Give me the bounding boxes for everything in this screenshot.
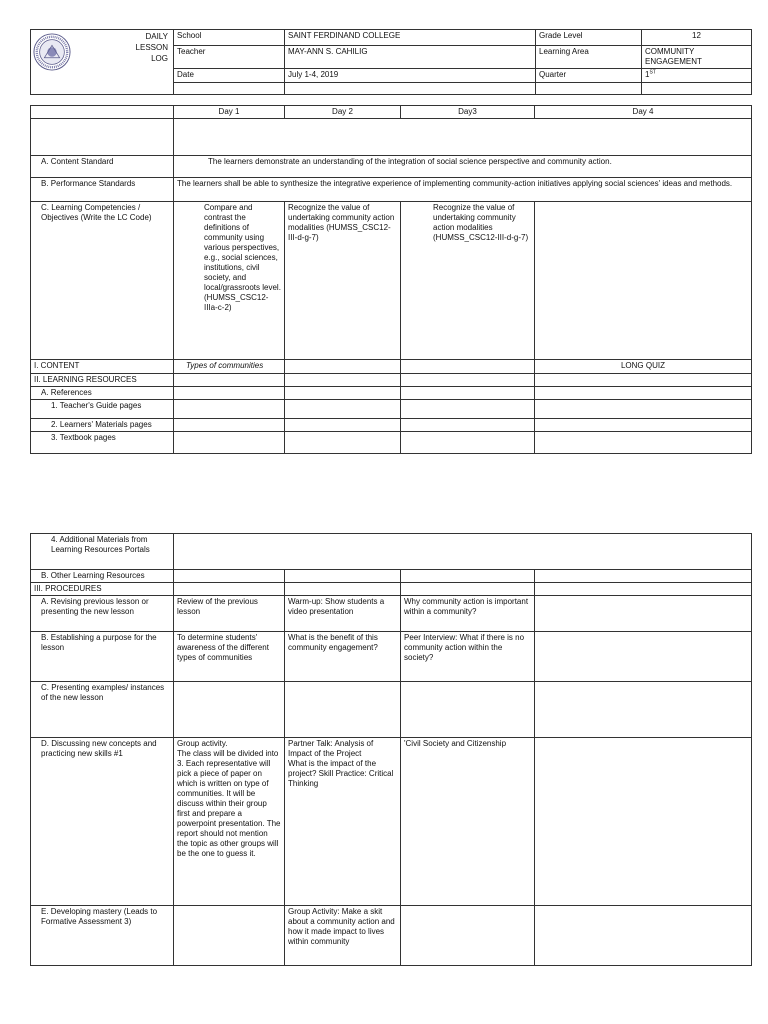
area-label: Learning Area: [536, 46, 642, 69]
blank-cell: [285, 419, 401, 432]
content-standard-label: A. Content Standard: [31, 156, 174, 178]
blank-cell: [31, 106, 174, 119]
procedure-c-label: C. Presenting examples/ instances of the new lesson: [31, 682, 174, 738]
procedure-a-day-3: Why community action is important within a community?: [401, 596, 535, 632]
day-3-header: Day3: [401, 106, 535, 119]
procedure-d-day-2: Partner Talk: Analysis of Impact of the Project What is the impact of the project? Skill Practice: Critical Thinking: [285, 738, 401, 906]
performance-standards-label: B. Performance Standards: [31, 178, 174, 202]
competency-day-1: Compare and contrast the definitions of community using various perspectives, e.g., social sciences, institutions, civil society, and local/grassroots level. (HUMSS_CSC12-IIIa-c-2): [174, 202, 285, 360]
teacher-label: Teacher: [174, 46, 285, 69]
quarter-label: Quarter: [536, 69, 642, 83]
doc-title-line-2: LESSON: [135, 43, 168, 52]
blank-cell: [174, 387, 285, 400]
day-1-header: Day 1: [174, 106, 285, 119]
blank-cell: [401, 419, 535, 432]
blank-cell: [174, 374, 285, 387]
blank-cell: [401, 570, 535, 583]
blank-cell: [285, 360, 401, 374]
blank-cell: [535, 682, 752, 738]
date-label: Date: [174, 69, 285, 83]
doc-title-line-1: DAILY: [145, 32, 168, 41]
content-day-1: Types of communities: [174, 360, 285, 374]
school-label: School: [174, 30, 285, 46]
blank-cell: [174, 583, 285, 596]
resources-label: II. LEARNING RESOURCES: [31, 374, 174, 387]
blank-cell: [174, 400, 285, 419]
area-value: COMMUNITY ENGAGEMENT: [642, 46, 752, 69]
lesson-table-2: [30, 533, 752, 966]
references-label: A. References: [31, 387, 174, 400]
blank-cell: [401, 387, 535, 400]
lesson-table-1: [30, 105, 752, 454]
blank-cell: [401, 432, 535, 454]
grade-label: Grade Level: [536, 30, 642, 46]
header-table: [30, 29, 752, 95]
blank-cell: [174, 682, 285, 738]
procedure-e-label: E. Developing mastery (Leads to Formative Assessment 3): [31, 906, 174, 966]
day-4-header: Day 4: [535, 106, 752, 119]
blank-cell: [535, 202, 752, 360]
textbook-pages-label: 3. Textbook pages: [31, 432, 174, 454]
procedure-b-day-3: Peer Interview: What if there is no community action within the society?: [401, 632, 535, 682]
blank-cell: [401, 583, 535, 596]
doc-title-line-3: LOG: [151, 54, 168, 63]
quarter-value: [642, 69, 752, 83]
content-label: I. CONTENT: [31, 360, 174, 374]
content-day-4: LONG QUIZ: [535, 360, 752, 374]
grade-value: 12: [642, 30, 752, 46]
blank-cell: [285, 374, 401, 387]
blank-cell: [535, 632, 752, 682]
blank-cell: [535, 419, 752, 432]
blank-cell: [285, 570, 401, 583]
procedure-d-day-3: 'Civil Society and Citizenship: [401, 738, 535, 906]
procedure-b-day-2: What is the benefit of this community engagement?: [285, 632, 401, 682]
procedure-d-day-1: Group activity. The class will be divided into 3. Each representative will pick a piece of paper on which is written on type of communities. It will be discuss within their group first and prepare a powerpoint presentation. The report should not mention the topic as other groups will be the one to guess it.: [174, 738, 285, 906]
performance-standards-text: The learners shall be able to synthesize the integrative experience of implementing community-action initiatives applying social sciences' ideas and methods.: [174, 178, 752, 202]
blank-cell: [536, 83, 642, 95]
quarter-suffix: ST: [649, 69, 656, 76]
blank-cell: [401, 360, 535, 374]
blank-cell: [642, 83, 752, 95]
procedure-d-label: D. Discussing new concepts and practicing new skills #1: [31, 738, 174, 906]
blank-cell: [535, 906, 752, 966]
teacher-value: MAY-ANN S. CAHILIG: [285, 46, 536, 69]
day-2-header: Day 2: [285, 106, 401, 119]
blank-cell: [174, 432, 285, 454]
procedure-b-label: B. Establishing a purpose for the lesson: [31, 632, 174, 682]
blank-cell: [174, 419, 285, 432]
blank-cell: [401, 400, 535, 419]
blank-cell: [174, 906, 285, 966]
blank-cell: [535, 738, 752, 906]
blank-cell: [31, 119, 174, 156]
blank-cell: [535, 387, 752, 400]
procedure-a-day-2: Warm-up: Show students a video presentation: [285, 596, 401, 632]
additional-materials-label: 4. Additional Materials from Learning Resources Portals: [31, 534, 174, 570]
blank-cell: [285, 400, 401, 419]
learners-materials-label: 2. Learners' Materials pages: [31, 419, 174, 432]
blank-cell: [401, 682, 535, 738]
procedure-e-day-2: Group Activity: Make a skit about a community action and how it made impact to lives within community: [285, 906, 401, 966]
blank-cell: [401, 906, 535, 966]
blank-cell: [535, 374, 752, 387]
blank-cell: [535, 596, 752, 632]
blank-cell: [174, 534, 752, 570]
blank-cell: [535, 583, 752, 596]
blank-cell: [285, 83, 536, 95]
blank-cell: [285, 432, 401, 454]
blank-cell: [285, 583, 401, 596]
blank-cell: [174, 570, 285, 583]
blank-cell: [401, 374, 535, 387]
blank-cell: [285, 387, 401, 400]
blank-cell: [285, 682, 401, 738]
teachers-guide-label: 1. Teacher's Guide pages: [31, 400, 174, 419]
blank-cell: [535, 570, 752, 583]
competency-day-2: Recognize the value of undertaking community action modalities (HUMSS_CSC12-III-d-g-7): [285, 202, 401, 360]
school-value: SAINT FERDINAND COLLEGE: [285, 30, 536, 46]
blank-cell: [535, 432, 752, 454]
blank-cell: [535, 400, 752, 419]
blank-cell: [174, 83, 285, 95]
competency-day-3: Recognize the value of undertaking community action modalities (HUMSS_CSC12-III-d-g-7): [401, 202, 535, 360]
blank-cell: [174, 119, 752, 156]
procedure-b-day-1: To determine students' awareness of the different types of communities: [174, 632, 285, 682]
procedure-a-label: A. Revising previous lesson or presenting the new lesson: [31, 596, 174, 632]
doc-title: [31, 30, 174, 95]
content-standard-text: The learners demonstrate an understanding of the integration of social science perspective and community action.: [174, 156, 752, 178]
other-resources-label: B. Other Learning Resources: [31, 570, 174, 583]
competencies-label: C. Learning Competencies / Objectives (Write the LC Code): [31, 202, 174, 360]
date-value: July 1-4, 2019: [285, 69, 536, 83]
quarter-number: 1: [645, 70, 650, 79]
procedure-a-day-1: Review of the previous lesson: [174, 596, 285, 632]
procedures-label: III. PROCEDURES: [31, 583, 174, 596]
